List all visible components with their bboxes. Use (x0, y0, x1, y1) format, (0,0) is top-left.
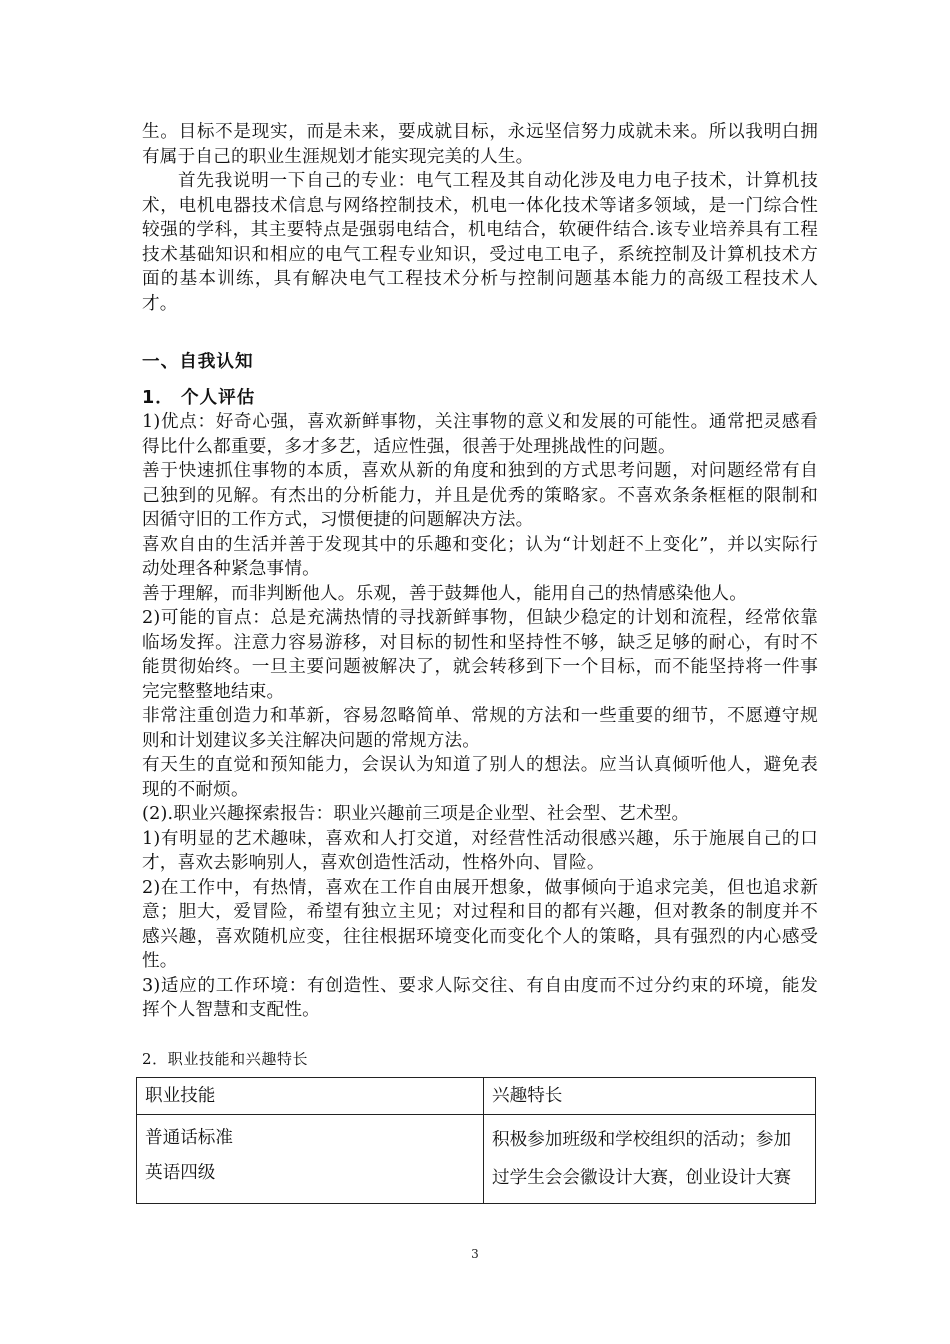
skill-item: 英语四级 (145, 1162, 216, 1183)
header-cell-interests: 兴趣特长 (484, 1077, 816, 1114)
document-body (142, 120, 818, 1204)
table-row (137, 1114, 816, 1203)
assessment-paragraph: 善于理解，而非判断他人。乐观，善于鼓舞他人，能用自己的热情感染他人。 (142, 583, 747, 604)
assessment-paragraph: 喜欢自由的生活并善于发现其中的乐趣和变化；认为“计划赶不上变化”，并以实际行动处理各种紧急事情。 (142, 534, 818, 579)
paragraph-major: 首先我说明一下自己的专业：电气工程及其自动化涉及电力电子技术，计算机技术，电机电器技术信息与网络控制技术，机电一体化技术等诸多领域，是一门综合性较强的学科，其主要特点是强弱电结合，机电结合，软硬件结合.该专业培养具有工程技术基础知识和相应的电气工程专业知识，受过电工电子，系统控制及计算机技术方面的基本训练，具有解决电气工程技术分析与控制问题基本能力的高级工程技术人才。 (142, 171, 818, 314)
page-number: 3 (471, 1247, 479, 1261)
skill-item: 普通话标准 (145, 1127, 233, 1148)
interest-text-line: 积极参加班级和学校组织的活动；参加 (492, 1129, 792, 1150)
assessment-paragraph: 1)优点：好奇心强，喜欢新鲜事物，关注事物的意义和发展的可能性。通常把灵感看得比什么都重要，多才多艺，适应性强，很善于处理挑战性的问题。 (142, 412, 818, 457)
paragraph-intro: 生。目标不是现实，而是未来，要成就目标，永远坚信努力成就未来。所以我明白拥有属于自己的职业生涯规划才能实现完美的人生。 (142, 122, 818, 167)
assessment-paragraph: 2)可能的盲点：总是充满热情的寻找新鲜事物，但缺少稳定的计划和流程，经常依靠临场发挥。注意力容易游移，对目标的韧性和坚持性不够，缺乏足够的耐心，有时不能贯彻始终。一旦主要问题被解决了，就会转移到下一个目标，而不能坚持将一件事完完整整地结束。 (142, 608, 818, 702)
header-cell-skills: 职业技能 (137, 1077, 484, 1114)
assessment-paragraph: 非常注重创造力和革新，容易忽略简单、常规的方法和一些重要的细节，不愿遵守规则和计划建议多关注解决问题的常规方法。 (142, 706, 818, 751)
assessment-paragraph: 2)在工作中，有热情，喜欢在工作自由展开想象，做事倾向于追求完美，但也追求新意；胆大，爱冒险，希望有独立主见；对过程和目的都有兴趣，但对教条的制度并不感兴趣，喜欢随机应变，往往根据环境变化而变化个人的策略，具有强烈的内心感受性。 (142, 877, 818, 971)
skills-table (136, 1077, 816, 1204)
assessment-paragraph: 有天生的直觉和预知能力，会误认为知道了别人的想法。应当认真倾听他人，避免表现的不耐烦。 (142, 755, 818, 800)
assessment-paragraph: 1)有明显的艺术趣味，喜欢和人打交道，对经营性活动很感兴趣，乐于施展自己的口才，喜欢去影响别人，喜欢创造性活动，性格外向、冒险。 (142, 828, 818, 873)
assessment-paragraph: 3)适应的工作环境：有创造性、要求人际交往、有自由度而不过分约束的环境，能发挥个人智慧和支配性。 (142, 975, 818, 1020)
table-caption: 2．职业技能和兴趣特长 (142, 1049, 309, 1068)
interests-cell (484, 1114, 816, 1203)
assessment-paragraph: 善于快速抓住事物的本质，喜欢从新的角度和独到的方式思考问题，对问题经常有自己独到的见解。有杰出的分析能力，并且是优秀的策略家。不喜欢条条框框的限制和因循守旧的工作方式，习惯便捷的问题解决方法。 (142, 461, 818, 530)
spacer (142, 1069, 818, 1077)
subheading-personal-assessment: 1． 个人评估 (142, 388, 256, 408)
interest-text-line: 过学生会会徽设计大赛，创业设计大赛 (492, 1167, 792, 1188)
skills-cell (137, 1114, 484, 1203)
section-heading-self-cognition: 一、自我认知 (142, 352, 254, 372)
spacer (142, 1023, 818, 1049)
spacer (142, 374, 818, 386)
assessment-paragraph: (2).职业兴趣探索报告：职业兴趣前三项是企业型、社会型、艺术型。 (142, 804, 690, 824)
table-header-row (137, 1077, 816, 1114)
spacer (142, 316, 818, 350)
